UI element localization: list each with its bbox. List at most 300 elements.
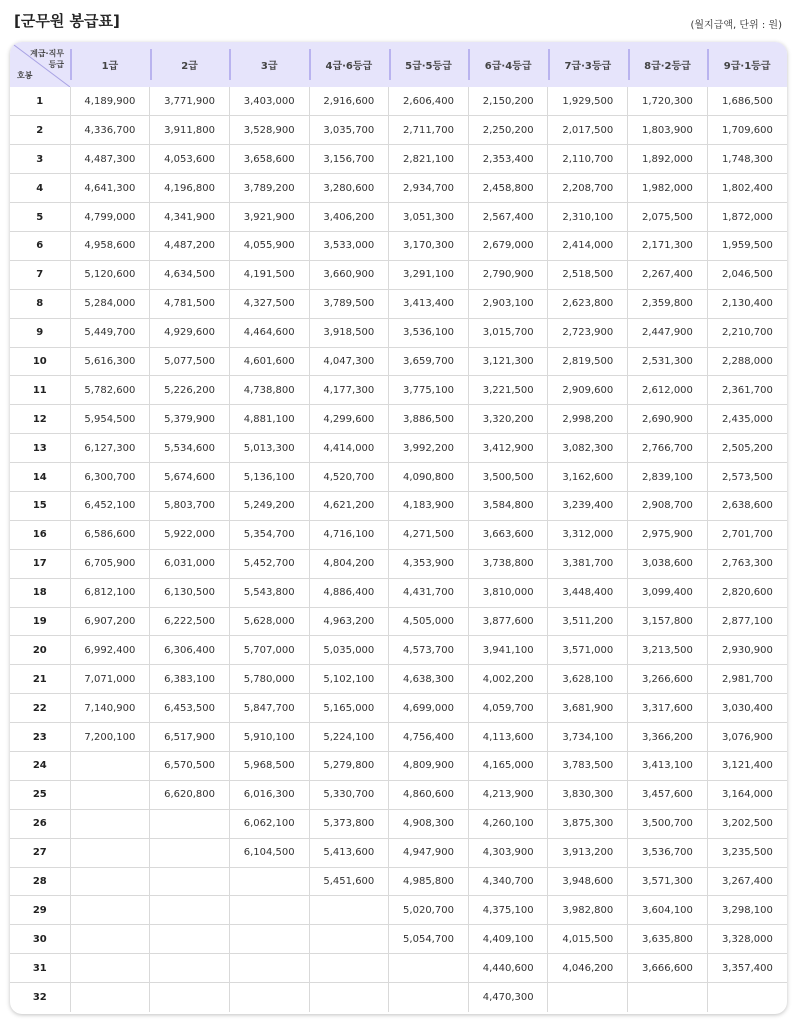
salary-cell: 5,165,000 bbox=[309, 694, 389, 723]
salary-cell bbox=[70, 954, 150, 983]
step-cell: 18 bbox=[10, 578, 70, 607]
salary-cell: 2,623,800 bbox=[548, 289, 628, 318]
salary-cell bbox=[229, 983, 309, 1012]
salary-cell: 4,487,300 bbox=[70, 145, 150, 174]
salary-cell: 4,756,400 bbox=[389, 723, 469, 752]
column-header: 6급·4등급 bbox=[468, 42, 548, 87]
salary-cell: 2,612,000 bbox=[628, 376, 708, 405]
salary-cell: 4,908,300 bbox=[389, 809, 469, 838]
salary-cell: 2,458,800 bbox=[468, 174, 548, 203]
step-cell: 32 bbox=[10, 983, 70, 1012]
salary-cell: 3,789,200 bbox=[229, 174, 309, 203]
table-row bbox=[10, 954, 787, 983]
salary-cell: 5,013,300 bbox=[229, 434, 309, 463]
step-cell: 22 bbox=[10, 694, 70, 723]
salary-cell: 5,373,800 bbox=[309, 809, 389, 838]
salary-cell: 4,985,800 bbox=[389, 867, 469, 896]
column-header: 7급·3등급 bbox=[548, 42, 628, 87]
salary-cell bbox=[628, 983, 708, 1012]
column-header: 4급·6등급 bbox=[309, 42, 389, 87]
salary-cell: 5,803,700 bbox=[150, 491, 230, 520]
salary-cell: 6,222,500 bbox=[150, 607, 230, 636]
step-cell: 14 bbox=[10, 463, 70, 492]
table-row bbox=[10, 376, 787, 405]
step-cell: 7 bbox=[10, 260, 70, 289]
column-header: 8급·2등급 bbox=[628, 42, 708, 87]
salary-cell: 2,819,500 bbox=[548, 347, 628, 376]
salary-cell: 4,573,700 bbox=[389, 636, 469, 665]
step-cell: 11 bbox=[10, 376, 70, 405]
salary-cell: 5,674,600 bbox=[150, 463, 230, 492]
salary-cell: 3,406,200 bbox=[309, 203, 389, 232]
salary-cell: 2,909,600 bbox=[548, 376, 628, 405]
salary-cell: 4,881,100 bbox=[229, 405, 309, 434]
salary-cell: 3,357,400 bbox=[707, 954, 787, 983]
salary-cell: 2,701,700 bbox=[707, 520, 787, 549]
salary-cell: 3,412,900 bbox=[468, 434, 548, 463]
table-row bbox=[10, 347, 787, 376]
salary-cell: 2,916,600 bbox=[309, 87, 389, 116]
salary-cell: 4,963,200 bbox=[309, 607, 389, 636]
salary-cell: 1,802,400 bbox=[707, 174, 787, 203]
salary-cell: 2,690,900 bbox=[628, 405, 708, 434]
table-row bbox=[10, 665, 787, 694]
step-cell: 25 bbox=[10, 780, 70, 809]
salary-cell: 6,300,700 bbox=[70, 463, 150, 492]
step-cell: 2 bbox=[10, 116, 70, 145]
salary-cell: 6,031,000 bbox=[150, 549, 230, 578]
salary-cell: 3,221,500 bbox=[468, 376, 548, 405]
salary-cell: 2,447,900 bbox=[628, 318, 708, 347]
salary-cell: 2,679,000 bbox=[468, 231, 548, 260]
salary-cell: 4,213,900 bbox=[468, 780, 548, 809]
salary-cell: 2,908,700 bbox=[628, 491, 708, 520]
table-row bbox=[10, 867, 787, 896]
step-cell: 29 bbox=[10, 896, 70, 925]
salary-cell: 5,035,000 bbox=[309, 636, 389, 665]
table-row bbox=[10, 809, 787, 838]
salary-cell: 2,310,100 bbox=[548, 203, 628, 232]
salary-cell: 5,226,200 bbox=[150, 376, 230, 405]
salary-cell bbox=[70, 867, 150, 896]
salary-cell: 3,571,300 bbox=[628, 867, 708, 896]
salary-cell: 2,171,300 bbox=[628, 231, 708, 260]
salary-cell: 5,910,100 bbox=[229, 723, 309, 752]
table-row bbox=[10, 694, 787, 723]
step-cell: 15 bbox=[10, 491, 70, 520]
salary-cell: 3,660,900 bbox=[309, 260, 389, 289]
salary-cell: 2,998,200 bbox=[548, 405, 628, 434]
salary-cell: 3,280,600 bbox=[309, 174, 389, 203]
salary-cell: 6,127,300 bbox=[70, 434, 150, 463]
salary-cell: 3,312,000 bbox=[548, 520, 628, 549]
salary-cell: 4,947,900 bbox=[389, 838, 469, 867]
salary-cell: 4,804,200 bbox=[309, 549, 389, 578]
salary-cell: 2,877,100 bbox=[707, 607, 787, 636]
salary-cell bbox=[70, 896, 150, 925]
salary-cell: 2,981,700 bbox=[707, 665, 787, 694]
salary-cell: 4,929,600 bbox=[150, 318, 230, 347]
salary-cell: 1,720,300 bbox=[628, 87, 708, 116]
salary-cell: 2,723,900 bbox=[548, 318, 628, 347]
salary-cell: 4,440,600 bbox=[468, 954, 548, 983]
salary-cell: 3,413,100 bbox=[628, 751, 708, 780]
salary-cell: 3,528,900 bbox=[229, 116, 309, 145]
salary-cell: 2,250,200 bbox=[468, 116, 548, 145]
column-header: 9급·1등급 bbox=[707, 42, 787, 87]
salary-cell: 3,448,400 bbox=[548, 578, 628, 607]
salary-cell: 5,847,700 bbox=[229, 694, 309, 723]
salary-cell: 5,249,200 bbox=[229, 491, 309, 520]
salary-cell: 6,452,100 bbox=[70, 491, 150, 520]
salary-cell: 4,340,700 bbox=[468, 867, 548, 896]
salary-cell: 3,941,100 bbox=[468, 636, 548, 665]
salary-cell bbox=[229, 867, 309, 896]
table-row bbox=[10, 203, 787, 232]
table-row bbox=[10, 838, 787, 867]
salary-cell: 1,929,500 bbox=[548, 87, 628, 116]
salary-cell: 3,992,200 bbox=[389, 434, 469, 463]
step-cell: 17 bbox=[10, 549, 70, 578]
salary-cell: 3,170,300 bbox=[389, 231, 469, 260]
salary-cell: 3,571,000 bbox=[548, 636, 628, 665]
salary-cell: 3,658,600 bbox=[229, 145, 309, 174]
salary-cell: 3,533,000 bbox=[309, 231, 389, 260]
salary-cell: 6,016,300 bbox=[229, 780, 309, 809]
salary-cell: 5,120,600 bbox=[70, 260, 150, 289]
salary-cell: 4,601,600 bbox=[229, 347, 309, 376]
step-cell: 13 bbox=[10, 434, 70, 463]
salary-cell: 3,076,900 bbox=[707, 723, 787, 752]
salary-cell: 5,451,600 bbox=[309, 867, 389, 896]
salary-cell: 5,413,600 bbox=[309, 838, 389, 867]
salary-cell: 3,457,600 bbox=[628, 780, 708, 809]
table-row bbox=[10, 549, 787, 578]
table-row bbox=[10, 896, 787, 925]
salary-cell: 4,299,600 bbox=[309, 405, 389, 434]
salary-cell: 5,102,100 bbox=[309, 665, 389, 694]
salary-cell: 2,017,500 bbox=[548, 116, 628, 145]
salary-cell: 4,414,000 bbox=[309, 434, 389, 463]
salary-cell: 4,809,900 bbox=[389, 751, 469, 780]
salary-cell: 2,790,900 bbox=[468, 260, 548, 289]
column-header: 3급 bbox=[229, 42, 309, 87]
salary-cell: 4,699,000 bbox=[389, 694, 469, 723]
table-header-row bbox=[10, 42, 787, 87]
salary-cell: 3,775,100 bbox=[389, 376, 469, 405]
salary-cell: 3,500,700 bbox=[628, 809, 708, 838]
step-cell: 6 bbox=[10, 231, 70, 260]
salary-cell: 2,763,300 bbox=[707, 549, 787, 578]
salary-cell: 4,165,000 bbox=[468, 751, 548, 780]
corner-rank-label bbox=[30, 48, 64, 70]
step-cell: 10 bbox=[10, 347, 70, 376]
step-cell: 3 bbox=[10, 145, 70, 174]
salary-cell: 4,621,200 bbox=[309, 491, 389, 520]
step-cell: 31 bbox=[10, 954, 70, 983]
salary-cell: 3,982,800 bbox=[548, 896, 628, 925]
salary-cell bbox=[309, 896, 389, 925]
salary-cell: 3,663,600 bbox=[468, 520, 548, 549]
salary-cell: 4,113,600 bbox=[468, 723, 548, 752]
salary-cell: 6,062,100 bbox=[229, 809, 309, 838]
salary-cell: 5,534,600 bbox=[150, 434, 230, 463]
table-row bbox=[10, 491, 787, 520]
step-cell: 26 bbox=[10, 809, 70, 838]
salary-cell: 3,015,700 bbox=[468, 318, 548, 347]
step-cell: 5 bbox=[10, 203, 70, 232]
salary-cell: 3,381,700 bbox=[548, 549, 628, 578]
corner-step-label: 호봉 bbox=[17, 71, 33, 80]
salary-cell: 3,121,300 bbox=[468, 347, 548, 376]
step-cell: 12 bbox=[10, 405, 70, 434]
salary-cell: 3,628,100 bbox=[548, 665, 628, 694]
salary-cell: 4,189,900 bbox=[70, 87, 150, 116]
salary-cell: 3,235,500 bbox=[707, 838, 787, 867]
salary-cell: 5,379,900 bbox=[150, 405, 230, 434]
salary-cell: 4,059,700 bbox=[468, 694, 548, 723]
salary-cell bbox=[70, 809, 150, 838]
salary-cell: 2,930,900 bbox=[707, 636, 787, 665]
salary-cell: 5,616,300 bbox=[70, 347, 150, 376]
salary-cell bbox=[150, 896, 230, 925]
salary-cell: 3,734,100 bbox=[548, 723, 628, 752]
salary-cell: 3,918,500 bbox=[309, 318, 389, 347]
salary-cell: 3,403,000 bbox=[229, 87, 309, 116]
salary-cell: 6,812,100 bbox=[70, 578, 150, 607]
salary-cell: 5,330,700 bbox=[309, 780, 389, 809]
corner-rank-line1: 계급·직무 bbox=[30, 49, 65, 58]
step-cell: 4 bbox=[10, 174, 70, 203]
salary-cell bbox=[150, 954, 230, 983]
salary-cell: 4,520,700 bbox=[309, 463, 389, 492]
table-row bbox=[10, 607, 787, 636]
salary-cell: 5,628,000 bbox=[229, 607, 309, 636]
salary-table-container bbox=[10, 42, 787, 1014]
step-cell: 28 bbox=[10, 867, 70, 896]
salary-cell: 7,200,100 bbox=[70, 723, 150, 752]
salary-cell: 1,959,500 bbox=[707, 231, 787, 260]
salary-cell: 4,336,700 bbox=[70, 116, 150, 145]
salary-cell: 3,830,300 bbox=[548, 780, 628, 809]
salary-cell: 3,082,300 bbox=[548, 434, 628, 463]
salary-cell: 5,054,700 bbox=[389, 925, 469, 954]
salary-cell: 5,077,500 bbox=[150, 347, 230, 376]
salary-cell: 2,573,500 bbox=[707, 463, 787, 492]
salary-cell: 3,298,100 bbox=[707, 896, 787, 925]
salary-cell: 4,055,900 bbox=[229, 231, 309, 260]
salary-cell: 3,948,600 bbox=[548, 867, 628, 896]
salary-cell: 4,303,900 bbox=[468, 838, 548, 867]
table-row bbox=[10, 260, 787, 289]
table-body bbox=[10, 87, 787, 1012]
salary-cell: 3,164,000 bbox=[707, 780, 787, 809]
salary-cell: 2,711,700 bbox=[389, 116, 469, 145]
salary-cell: 4,090,800 bbox=[389, 463, 469, 492]
salary-cell: 4,271,500 bbox=[389, 520, 469, 549]
salary-cell: 3,413,400 bbox=[389, 289, 469, 318]
salary-cell: 2,606,400 bbox=[389, 87, 469, 116]
salary-cell: 5,707,000 bbox=[229, 636, 309, 665]
salary-cell: 4,353,900 bbox=[389, 549, 469, 578]
salary-cell: 3,156,700 bbox=[309, 145, 389, 174]
salary-cell: 6,517,900 bbox=[150, 723, 230, 752]
salary-cell bbox=[70, 780, 150, 809]
salary-cell: 2,150,200 bbox=[468, 87, 548, 116]
salary-cell: 4,860,600 bbox=[389, 780, 469, 809]
salary-cell bbox=[150, 809, 230, 838]
salary-cell: 5,543,800 bbox=[229, 578, 309, 607]
salary-cell: 3,911,800 bbox=[150, 116, 230, 145]
salary-cell: 2,208,700 bbox=[548, 174, 628, 203]
salary-cell bbox=[150, 838, 230, 867]
salary-cell: 4,464,600 bbox=[229, 318, 309, 347]
salary-cell: 6,992,400 bbox=[70, 636, 150, 665]
salary-cell: 4,046,200 bbox=[548, 954, 628, 983]
salary-cell: 2,821,100 bbox=[389, 145, 469, 174]
salary-cell: 4,738,800 bbox=[229, 376, 309, 405]
table-row bbox=[10, 983, 787, 1012]
salary-cell: 3,099,400 bbox=[628, 578, 708, 607]
salary-table bbox=[10, 42, 787, 1012]
salary-cell: 7,140,900 bbox=[70, 694, 150, 723]
table-row bbox=[10, 434, 787, 463]
salary-cell: 5,782,600 bbox=[70, 376, 150, 405]
salary-cell: 2,638,600 bbox=[707, 491, 787, 520]
salary-cell: 2,267,400 bbox=[628, 260, 708, 289]
salary-cell: 1,892,000 bbox=[628, 145, 708, 174]
salary-cell: 4,047,300 bbox=[309, 347, 389, 376]
header-bar bbox=[0, 0, 800, 42]
salary-cell: 3,886,500 bbox=[389, 405, 469, 434]
salary-cell: 3,157,800 bbox=[628, 607, 708, 636]
salary-cell: 4,260,100 bbox=[468, 809, 548, 838]
salary-cell: 4,958,600 bbox=[70, 231, 150, 260]
salary-cell: 1,709,600 bbox=[707, 116, 787, 145]
salary-cell: 3,239,400 bbox=[548, 491, 628, 520]
table-row bbox=[10, 636, 787, 665]
table-row bbox=[10, 405, 787, 434]
salary-cell: 3,030,400 bbox=[707, 694, 787, 723]
salary-cell: 3,291,100 bbox=[389, 260, 469, 289]
salary-cell: 6,383,100 bbox=[150, 665, 230, 694]
salary-cell: 2,075,500 bbox=[628, 203, 708, 232]
salary-cell: 6,306,400 bbox=[150, 636, 230, 665]
table-row bbox=[10, 231, 787, 260]
salary-cell: 1,803,900 bbox=[628, 116, 708, 145]
table-row bbox=[10, 520, 787, 549]
column-header: 5급·5등급 bbox=[389, 42, 469, 87]
salary-cell: 2,361,700 bbox=[707, 376, 787, 405]
salary-cell: 3,317,600 bbox=[628, 694, 708, 723]
salary-cell: 7,071,000 bbox=[70, 665, 150, 694]
table-row bbox=[10, 87, 787, 116]
salary-cell: 2,359,800 bbox=[628, 289, 708, 318]
salary-cell: 3,738,800 bbox=[468, 549, 548, 578]
salary-cell: 3,681,900 bbox=[548, 694, 628, 723]
salary-cell: 3,366,200 bbox=[628, 723, 708, 752]
salary-cell: 2,353,400 bbox=[468, 145, 548, 174]
salary-cell: 1,982,000 bbox=[628, 174, 708, 203]
table-row bbox=[10, 723, 787, 752]
step-cell: 1 bbox=[10, 87, 70, 116]
salary-cell: 5,354,700 bbox=[229, 520, 309, 549]
step-cell: 19 bbox=[10, 607, 70, 636]
salary-cell: 2,210,700 bbox=[707, 318, 787, 347]
salary-cell: 3,035,700 bbox=[309, 116, 389, 145]
salary-cell: 3,604,100 bbox=[628, 896, 708, 925]
salary-cell: 2,518,500 bbox=[548, 260, 628, 289]
salary-cell: 3,789,500 bbox=[309, 289, 389, 318]
step-cell: 21 bbox=[10, 665, 70, 694]
table-row bbox=[10, 751, 787, 780]
salary-cell: 2,531,300 bbox=[628, 347, 708, 376]
salary-cell bbox=[70, 925, 150, 954]
salary-cell: 3,666,600 bbox=[628, 954, 708, 983]
salary-cell: 2,903,100 bbox=[468, 289, 548, 318]
salary-cell: 5,922,000 bbox=[150, 520, 230, 549]
salary-cell: 3,213,500 bbox=[628, 636, 708, 665]
salary-cell: 2,130,400 bbox=[707, 289, 787, 318]
salary-cell: 5,279,800 bbox=[309, 751, 389, 780]
salary-cell: 6,570,500 bbox=[150, 751, 230, 780]
salary-cell: 6,705,900 bbox=[70, 549, 150, 578]
salary-cell: 4,487,200 bbox=[150, 231, 230, 260]
corner-header-cell bbox=[10, 42, 70, 87]
salary-cell bbox=[309, 983, 389, 1012]
salary-cell: 4,327,500 bbox=[229, 289, 309, 318]
salary-cell: 3,266,600 bbox=[628, 665, 708, 694]
salary-cell: 2,567,400 bbox=[468, 203, 548, 232]
salary-cell: 5,224,100 bbox=[309, 723, 389, 752]
salary-cell: 4,409,100 bbox=[468, 925, 548, 954]
salary-cell: 3,328,000 bbox=[707, 925, 787, 954]
salary-cell: 2,839,100 bbox=[628, 463, 708, 492]
salary-cell bbox=[70, 751, 150, 780]
salary-cell: 6,620,800 bbox=[150, 780, 230, 809]
salary-cell: 4,196,800 bbox=[150, 174, 230, 203]
salary-cell: 3,536,700 bbox=[628, 838, 708, 867]
salary-cell bbox=[229, 925, 309, 954]
salary-cell: 5,954,500 bbox=[70, 405, 150, 434]
step-cell: 24 bbox=[10, 751, 70, 780]
salary-cell: 3,783,500 bbox=[548, 751, 628, 780]
salary-cell: 6,104,500 bbox=[229, 838, 309, 867]
salary-cell: 2,110,700 bbox=[548, 145, 628, 174]
salary-cell: 5,449,700 bbox=[70, 318, 150, 347]
salary-cell: 2,934,700 bbox=[389, 174, 469, 203]
table-row bbox=[10, 925, 787, 954]
salary-cell: 5,452,700 bbox=[229, 549, 309, 578]
step-cell: 23 bbox=[10, 723, 70, 752]
salary-cell bbox=[150, 925, 230, 954]
salary-cell: 5,284,000 bbox=[70, 289, 150, 318]
table-row bbox=[10, 116, 787, 145]
salary-cell: 3,913,200 bbox=[548, 838, 628, 867]
salary-cell: 4,002,200 bbox=[468, 665, 548, 694]
salary-cell bbox=[548, 983, 628, 1012]
salary-cell: 2,435,000 bbox=[707, 405, 787, 434]
salary-cell bbox=[70, 838, 150, 867]
page-title: [군무원 봉급표] bbox=[14, 12, 120, 30]
table-row bbox=[10, 578, 787, 607]
salary-cell: 3,659,700 bbox=[389, 347, 469, 376]
salary-cell bbox=[309, 954, 389, 983]
salary-cell: 2,975,900 bbox=[628, 520, 708, 549]
salary-cell: 3,051,300 bbox=[389, 203, 469, 232]
salary-cell: 3,038,600 bbox=[628, 549, 708, 578]
step-cell: 30 bbox=[10, 925, 70, 954]
